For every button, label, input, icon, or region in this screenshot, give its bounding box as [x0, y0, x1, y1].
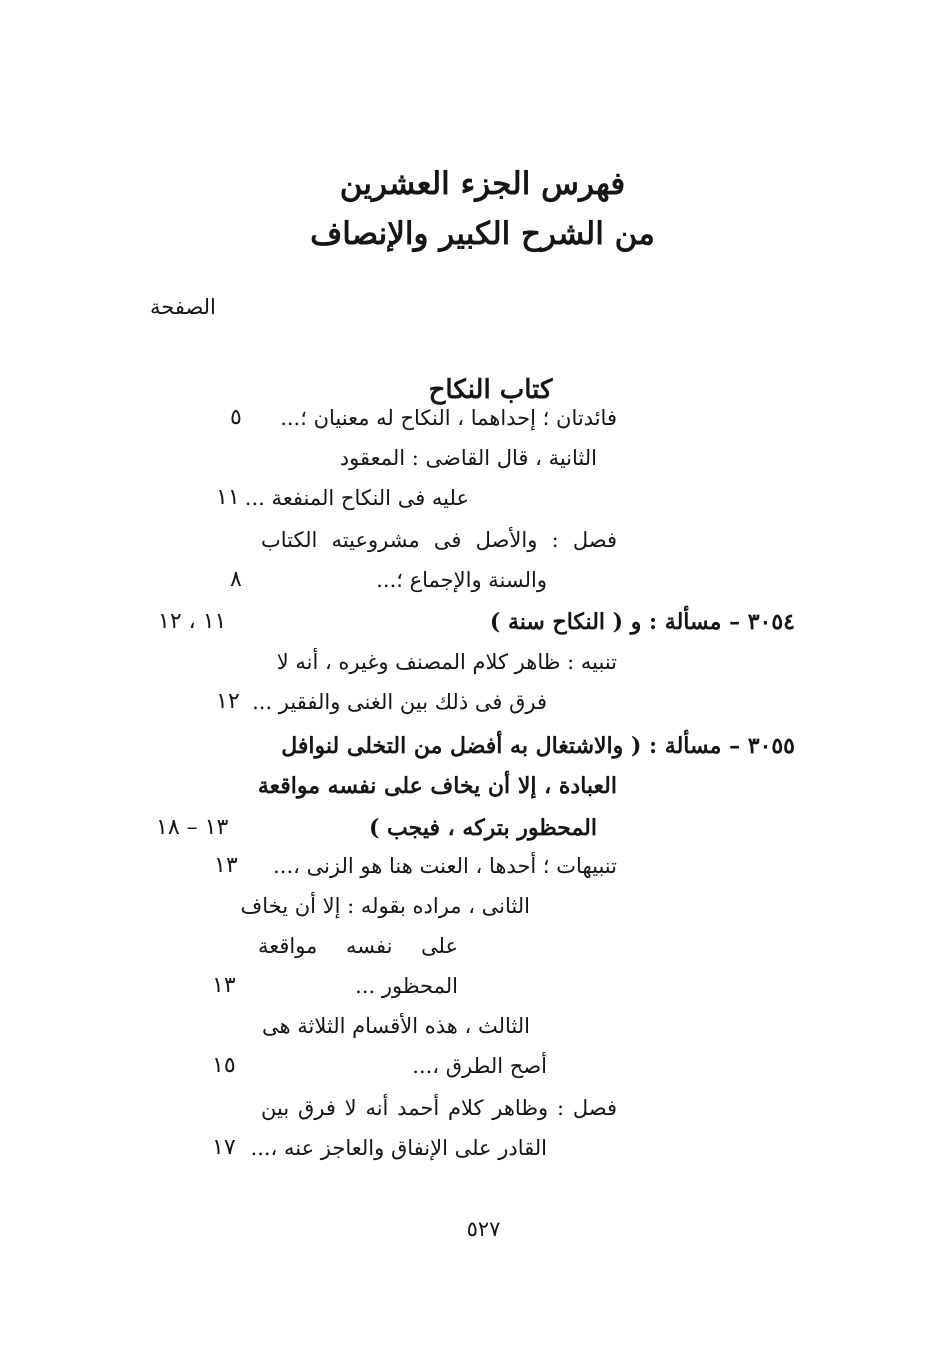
entry-text: المحظور ... [355, 974, 458, 998]
index-entry [0, 848, 939, 888]
entry-text: القادر على الإنفاق والعاجز عنه ،... [250, 1136, 547, 1160]
entry-text: العبادة ، إلا أن يخاف على نفسه مواقعة [257, 773, 617, 799]
entry-text: فصل : والأصل فى مشروعيته الكتاب [261, 528, 617, 552]
entry-text: المحظور بتركه ، فيجب ) [368, 815, 597, 841]
index-entry [0, 480, 939, 520]
page-number: ٥٢٧ [466, 1217, 501, 1241]
entry-page: ١٣ – ١٨ [156, 815, 229, 840]
index-entry [0, 522, 939, 562]
entry-page: ١٥ [212, 1053, 236, 1078]
index-entry [0, 728, 939, 768]
entry-text: ٣٠٥٥ – مسألة : ( والاشتغال به أفضل من التخلى لنوافل [281, 733, 795, 759]
entry-page: ١٣ [212, 973, 236, 998]
index-entry [0, 1090, 939, 1130]
index-entry [0, 1130, 939, 1170]
index-entry [0, 1008, 939, 1048]
index-entry [0, 928, 939, 968]
index-entry [0, 810, 939, 850]
entry-text: تنبيه : ظاهر كلام المصنف وغيره ، أنه لا [276, 650, 617, 674]
page-title-line-2: من الشرح الكبير والإنصاف [310, 216, 655, 252]
entry-page: ١١ ، ١٢ [158, 609, 227, 634]
entry-text: والسنة والإجماع ؛... [376, 568, 547, 592]
entry-page: ٥ [230, 405, 242, 430]
page-column-label: الصفحة [150, 295, 216, 319]
entry-text: تنبيهات ؛ أحدها ، العنت هنا هو الزنى ،... [273, 854, 617, 878]
index-entry [0, 440, 939, 480]
index-entry [0, 968, 939, 1008]
entry-text: الثانى ، مراده بقوله : إلا أن يخاف [240, 894, 530, 918]
index-entry [0, 888, 939, 928]
page-title-line-1: فهرس الجزء العشرين [339, 166, 626, 202]
index-entry [0, 684, 939, 724]
entry-text: فصل : وظاهر كلام أحمد أنه لا فرق بين [261, 1096, 617, 1120]
entry-text: فائدتان ؛ إحداهما ، النكاح له معنيان ؛... [280, 406, 617, 430]
index-entry [0, 1048, 939, 1088]
entry-text: ٣٠٥٤ – مسألة : و ( النكاح سنة ) [489, 609, 795, 635]
index-entry [0, 768, 939, 808]
entry-text: فرق فى ذلك بين الغنى والفقير ... [252, 690, 547, 714]
entry-page: ١٢ [216, 689, 240, 714]
index-entry [0, 644, 939, 684]
entry-text: عليه فى النكاح المنفعة ... [244, 486, 469, 510]
entry-page: ١٣ [214, 853, 238, 878]
entry-page: ٨ [230, 567, 242, 592]
entry-text: أصح الطرق ،... [412, 1054, 547, 1078]
entry-page: ١٧ [212, 1135, 236, 1160]
index-entry [0, 604, 939, 644]
section-heading: كتاب النكاح [428, 374, 553, 405]
entry-text: الثانية ، قال القاضى : المعقود [339, 446, 597, 470]
index-entry [0, 400, 939, 440]
entry-page: ١١ [216, 485, 240, 510]
entry-text: الثالث ، هذه الأقسام الثلاثة هى [261, 1014, 530, 1038]
entry-text: على نفسه مواقعة [258, 934, 458, 958]
index-entry [0, 562, 939, 602]
